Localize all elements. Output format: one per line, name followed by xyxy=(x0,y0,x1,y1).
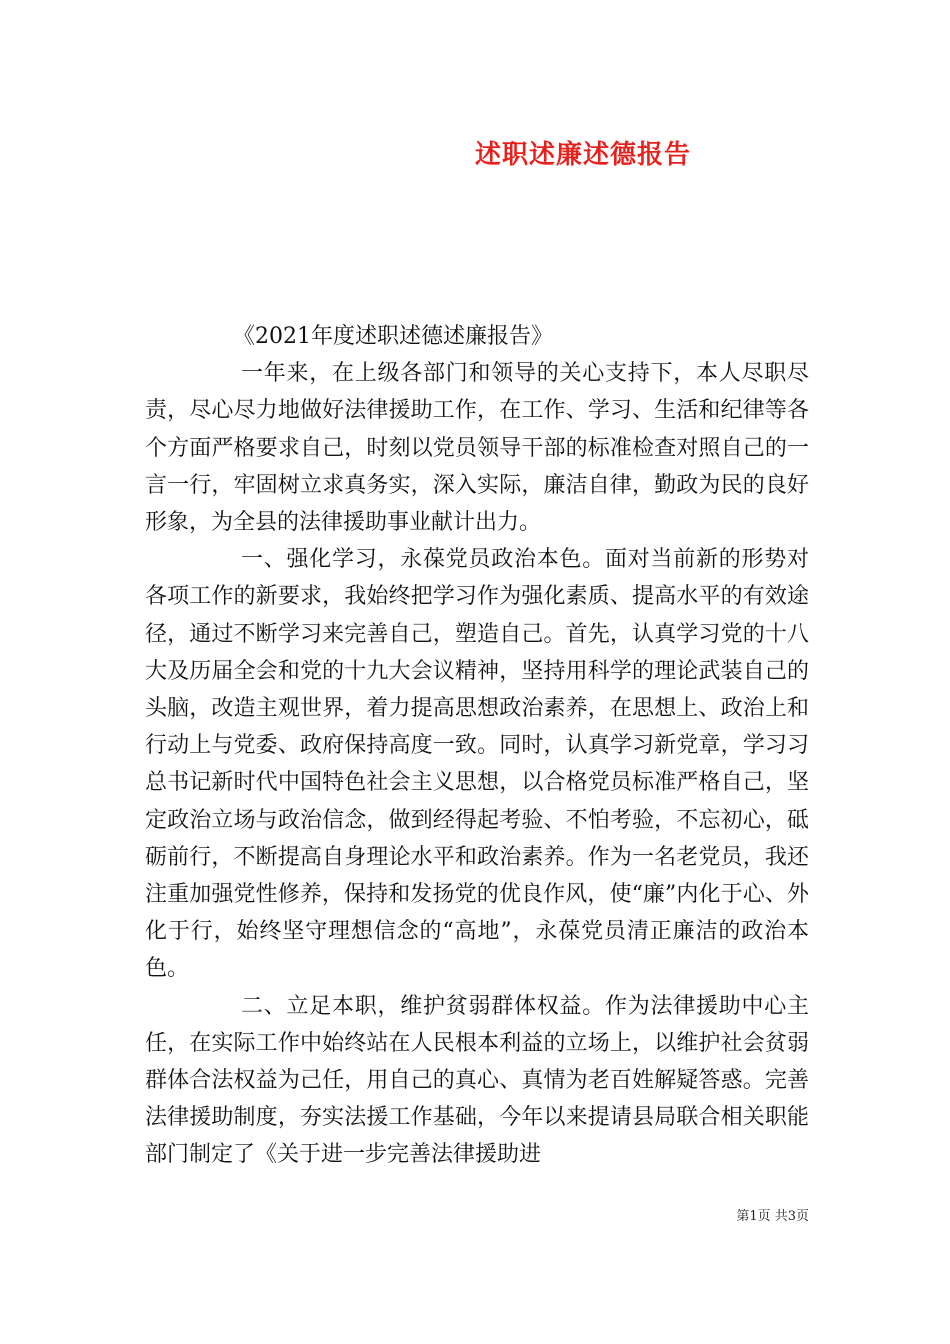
document-title: 述职述廉述德报告 xyxy=(474,140,691,170)
document-subtitle: 《2021年度述职述德述廉报告》 xyxy=(233,324,553,349)
document-body xyxy=(145,318,809,1174)
paragraph-section-two: 二、立足本职，维护贫弱群体权益。作为法律援助中心主任，在实际工作中始终站在人民根本利益的立场上，以维护社会贫弱群体合法权益为己任，用自己的真心、真情为老百姓解疑答惑。完善法律援助制度，夯实法援工作基础，今年以来提请县局联合相关职能部门制定了《关于进一步完善法律援助进 xyxy=(145,993,809,1168)
paragraph-section-one: 一、强化学习，永葆党员政治本色。面对当前新的形势对各项工作的新要求，我始终把学习作为强化素质、提高水平的有效途径，通过不断学习来完善自己，塑造自己。首先，认真学习党的十八大及历届全会和党的十九大会议精神，坚持用科学的理论武装自己的头脑，改造主观世界，着力提高思想政治素养，在思想上、政治上和行动上与党委、政府保持高度一致。同时，认真学习新党章，学习习总书记新时代中国特色社会主义思想，以合格党员标准严格自己，坚定政治立场与政治信念，做到经得起考验、不怕考验，不忘初心，砥砺前行，不断提高自身理论水平和政治素养。作为一名老党员，我还注重加强党性修养，保持和发扬党的优良作风，使“廉”内化于心、外化于行，始终坚守理想信念的“高地”，永葆党员清正廉洁的政治本色。 xyxy=(145,547,809,982)
page-number-footer: 第1页 共3页 xyxy=(736,1209,809,1224)
paragraph-intro: 一年来，在上级各部门和领导的关心支持下，本人尽职尽责，尽心尽力地做好法律援助工作，在工作、学习、生活和纪律等各个方面严格要求自己，时刻以党员领导干部的标准检查对照自己的一言一行，牢固树立求真务实，深入实际，廉洁自律，勤政为民的良好形象，为全县的法律援助事业献计出力。 xyxy=(145,361,809,536)
